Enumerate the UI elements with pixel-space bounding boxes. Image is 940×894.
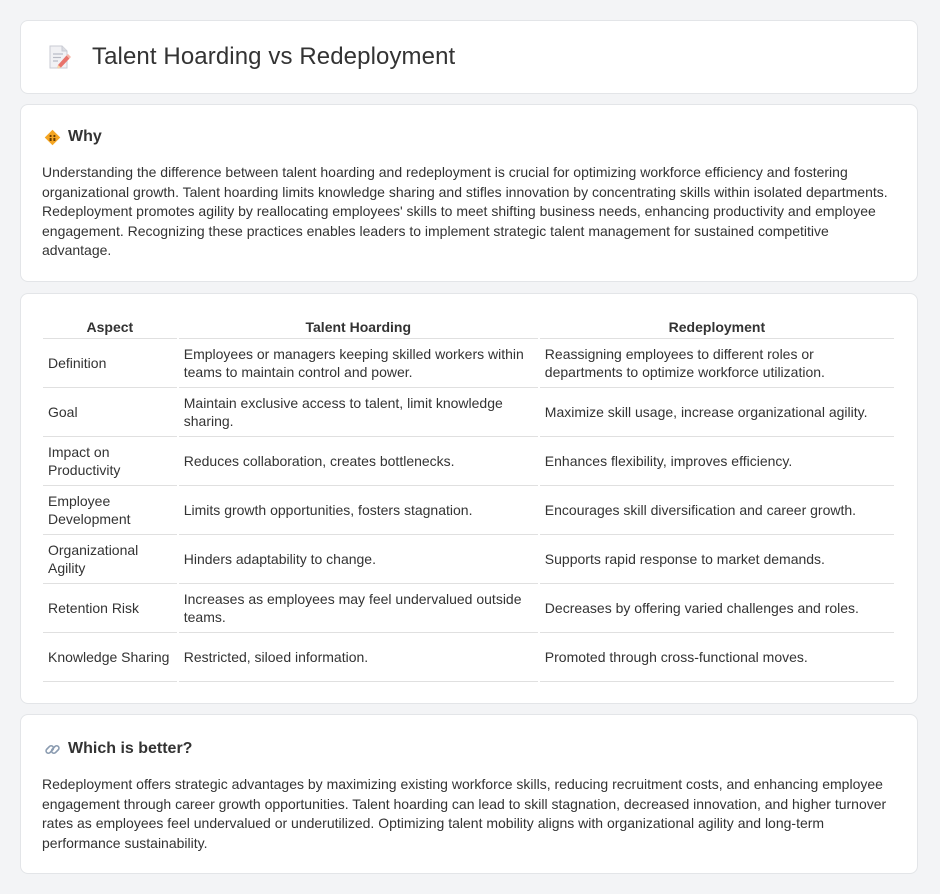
table-header-row	[43, 316, 894, 339]
redeployment-cell: Encourages skill diversification and career growth.	[540, 486, 894, 535]
which-is-better-section	[20, 714, 918, 874]
better-title: Which is better?	[68, 740, 193, 757]
comparison-table	[41, 316, 896, 682]
why-section	[20, 104, 918, 282]
table-row	[43, 437, 894, 486]
aspect-cell: Impact on Productivity	[43, 437, 177, 486]
hoarding-cell: Restricted, siloed information.	[179, 633, 538, 682]
hoarding-cell: Increases as employees may feel undervalued outside teams.	[179, 584, 538, 633]
better-heading	[44, 739, 896, 759]
document-pencil-icon	[45, 43, 73, 71]
link-icon	[44, 741, 61, 758]
better-text: Redeployment offers strategic advantages by maximizing existing workforce skills, reducing recruitment costs, and enhancing employee engagement through career growth opportunities. Talent hoarding can lead to skill stagnation, decreased innovation, and higher turnover rates as employees feel undervalued or underutilized. Optimizing talent mobility aligns with organizational agility and long-term performance sustainability.	[42, 776, 887, 851]
table-row	[43, 584, 894, 633]
hoarding-cell: Employees or managers keeping skilled workers within teams to maintain control and power.	[179, 339, 538, 388]
title-card	[20, 20, 918, 94]
aspect-cell: Employee Development	[43, 486, 177, 535]
table-row	[43, 486, 894, 535]
redeployment-cell: Supports rapid response to market demands.	[540, 535, 894, 584]
hoarding-cell: Limits growth opportunities, fosters stagnation.	[179, 486, 538, 535]
aspect-cell: Goal	[43, 388, 177, 437]
redeployment-cell: Maximize skill usage, increase organizational agility.	[540, 388, 894, 437]
why-title: Why	[68, 128, 102, 145]
table-row	[43, 535, 894, 584]
table-row	[43, 633, 894, 682]
table-row	[43, 339, 894, 388]
why-heading	[44, 127, 896, 147]
aspect-cell: Definition	[43, 339, 177, 388]
redeployment-cell: Promoted through cross-functional moves.	[540, 633, 894, 682]
redeployment-cell: Enhances flexibility, improves efficiency.	[540, 437, 894, 486]
header-talent-hoarding: Talent Hoarding	[179, 316, 538, 339]
warning-sign-icon	[44, 129, 61, 146]
redeployment-cell: Decreases by offering varied challenges and roles.	[540, 584, 894, 633]
hoarding-cell: Maintain exclusive access to talent, limit knowledge sharing.	[179, 388, 538, 437]
aspect-cell: Knowledge Sharing	[43, 633, 177, 682]
header-aspect: Aspect	[43, 316, 177, 339]
aspect-cell: Retention Risk	[43, 584, 177, 633]
comparison-section	[20, 293, 918, 704]
hoarding-cell: Hinders adaptability to change.	[179, 535, 538, 584]
hoarding-cell: Reduces collaboration, creates bottlenecks.	[179, 437, 538, 486]
page-title: Talent Hoarding vs Redeployment	[92, 43, 456, 70]
why-text: Understanding the difference between talent hoarding and redeployment is crucial for optimizing workforce efficiency and fostering organizational growth. Talent hoarding limits knowledge sharing and stifles innovation by concentrating skills within isolated departments. Redeployment promotes agility by reallocating employees' skills to meet shifting business needs, enhancing productivity and employee engagement. Recognizing these practices enables leaders to implement strategic talent management for sustained competitive advantage.	[42, 164, 888, 258]
aspect-cell: Organizational Agility	[43, 535, 177, 584]
redeployment-cell: Reassigning employees to different roles or departments to optimize workforce utilization.	[540, 339, 894, 388]
table-row	[43, 388, 894, 437]
header-redeployment: Redeployment	[540, 316, 894, 339]
